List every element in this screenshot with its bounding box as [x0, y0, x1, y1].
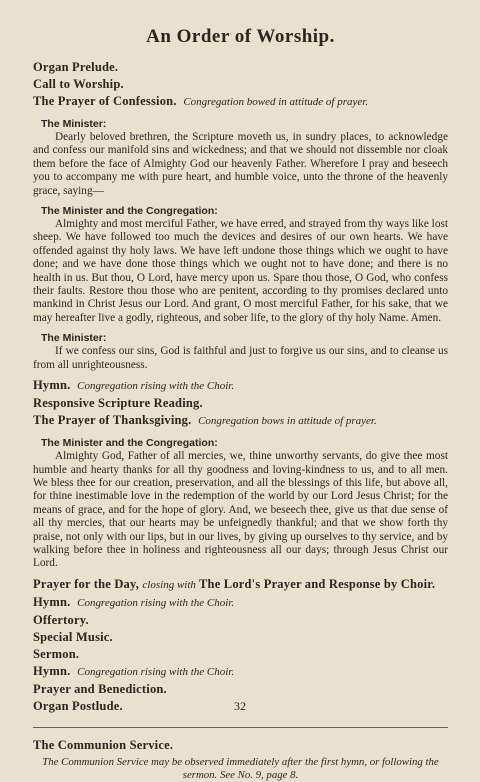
item-note: Congregation bows in attitude of prayer.	[198, 415, 377, 428]
service-item	[33, 646, 448, 663]
item-heading: Sermon.	[33, 646, 80, 661]
service-item	[33, 59, 448, 76]
item-heading: Hymn.	[33, 663, 71, 678]
item-heading: The Lord's Prayer and Response by Choir.	[199, 576, 436, 591]
item-heading: Hymn.	[33, 594, 71, 609]
page-title: An Order of Worship.	[146, 26, 335, 47]
service-item	[33, 377, 448, 395]
speaker-label: The Minister and the Congregation:	[41, 205, 218, 218]
service-item	[33, 576, 448, 594]
service-item	[33, 76, 448, 93]
item-heading: Offertory.	[33, 612, 89, 627]
item-note: closing with	[142, 578, 196, 591]
prayer-text: Almighty God, Father of all mercies, we, thine unworthy servants, do give thee most humble and hearty thanks for all thy goodness and loving-kindness to us, and to all men. We bless thee for our creation, preservation, and all the blessings of this life, but above all, for thine inestimable love in the redemption of the world by our Lord Jesus Christ; for the means of grace, and for the hope of glory. And, we beseech thee, give us that due sense of all thy mercies, that our hearts may be unfeignedly thankful; and that we show forth thy praise, not only with our lips, but in our lives, by giving up ourselves to thy service, and by walking before thee in holiness and righteousness all our days; through Jesus Christ our Lord.	[33, 450, 448, 570]
item-heading: The Prayer of Confession.	[33, 94, 177, 108]
service-item	[33, 412, 448, 430]
item-heading: Organ Postlude.	[33, 698, 123, 713]
item-heading: The Prayer of Thanksgiving.	[33, 413, 192, 428]
item-note: Congregation rising with the Choir.	[77, 380, 235, 393]
service-item	[33, 594, 448, 612]
speaker-label: The Minister:	[41, 118, 107, 130]
speaker-label: The Minister and the Congregation:	[41, 437, 218, 450]
item-note: Congregation rising with the Choir.	[77, 596, 235, 609]
prayer-text: If we confess our sins, God is faithful and just to forgive us our sins, and to cleanse us from all unrighteousness.	[33, 345, 448, 371]
prayer-text: Dearly beloved brethren, the Scripture moveth us, in sundry places, to acknowledge and confess our manifold sins and wickedness; and that we should not dissemble nor cloak them before the face of Almighty God our heavenly Father. Wherefore I pray and beseech you to accompany me with pure heart, and humble voice, unto the throne of the heavenly grace, saying—	[33, 131, 448, 197]
prayer-text: Almighty and most merciful Father, we have erred, and strayed from thy ways like lost sheep. We have followed too much the devices and desires of our own hearts. We have offended against thy holy laws. We have left undone those things which we ought to have done; and we have done those things which we ought not to have done; and there is no health in us. But thou, O Lord, have mercy upon us. Spare thou those, O God, who confess their faults. Restore thou those who are penitent, according to thy promises declared unto mankind in Christ Jesus our Lord. And grant, O most merciful Father, for his sake, that we may hereafter live a godly, righteous, and sober life, to the glory of thy holy Name. Amen.	[33, 218, 448, 324]
item-heading: Prayer for the Day,	[33, 576, 140, 591]
item-heading: Organ Prelude.	[33, 60, 119, 74]
item-heading: Call to Worship.	[33, 77, 124, 91]
item-heading: Responsive Scripture Reading.	[33, 396, 203, 411]
service-item	[33, 663, 448, 681]
communion-heading: The Communion Service.	[33, 737, 174, 752]
item-note: Congregation bowed in attitude of prayer.	[183, 96, 369, 108]
item-heading: Special Music.	[33, 629, 113, 644]
page-number: 32	[234, 699, 246, 713]
speaker-label: The Minister:	[41, 332, 107, 345]
item-heading: Hymn.	[33, 378, 71, 393]
service-item	[33, 93, 448, 111]
service-item	[33, 395, 448, 412]
item-note: Congregation rising with the Choir.	[77, 665, 235, 678]
item-heading: Prayer and Benediction.	[33, 681, 167, 696]
service-item	[33, 681, 448, 698]
service-item	[33, 629, 448, 646]
service-item	[33, 612, 448, 629]
communion-note: The Communion Service may be observed immediately after the first hymn, or following the sermon. See No. 9, page 8.	[42, 755, 439, 781]
